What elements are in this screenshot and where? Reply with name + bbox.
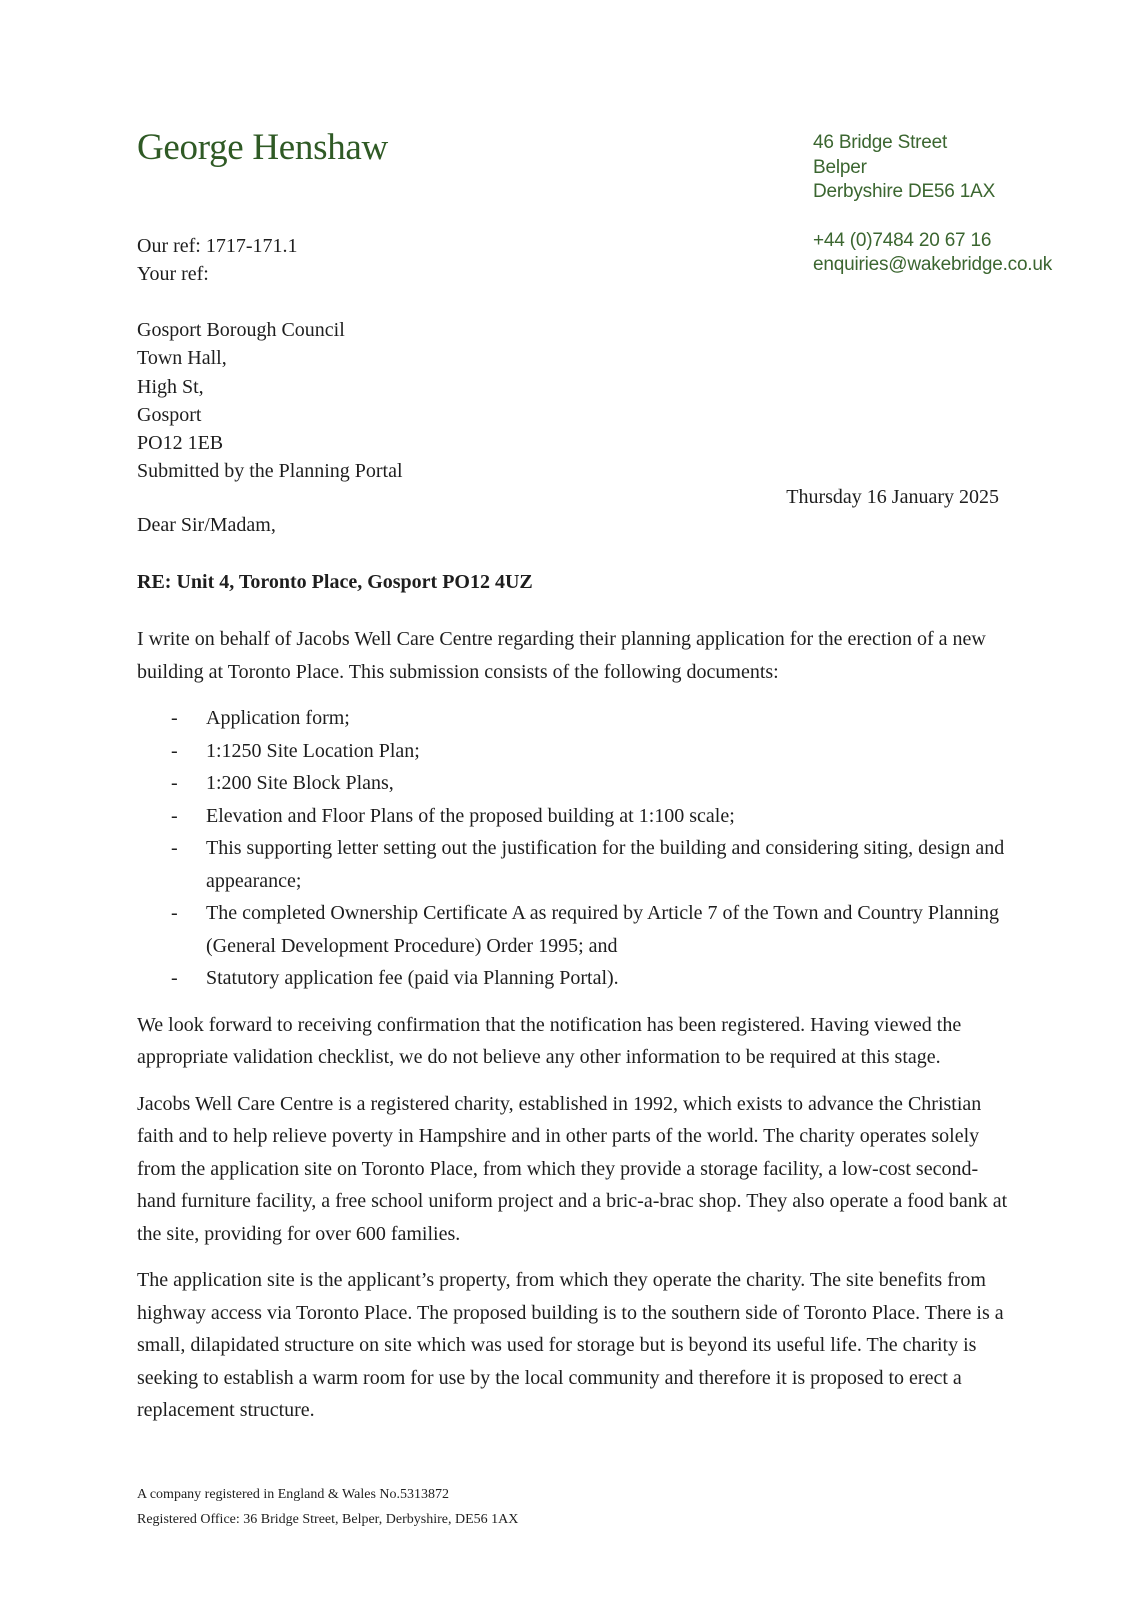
address-county-postcode: Derbyshire DE56 1AX bbox=[813, 181, 996, 202]
recipient-line: Gosport bbox=[137, 403, 202, 426]
footer-office: Registered Office: 36 Bridge Street, Belper, Derbyshire, DE56 1AX bbox=[137, 1512, 519, 1527]
contact-spacer bbox=[813, 205, 1052, 229]
address-street: 46 Bridge Street bbox=[813, 132, 948, 153]
our-ref: Our ref: 1717-171.1 bbox=[137, 235, 298, 257]
subject-line: RE: Unit 4, Toronto Place, Gosport PO12 4UZ bbox=[137, 571, 533, 593]
letter-body bbox=[137, 623, 1009, 1441]
list-item bbox=[137, 962, 1009, 995]
recipient-line: High St, bbox=[137, 375, 204, 398]
footer-company: A company registered in England & Wales No.5313872 bbox=[137, 1487, 449, 1502]
bullet-dash: - bbox=[171, 967, 178, 989]
reference-block bbox=[137, 232, 298, 288]
recipient-line: PO12 1EB bbox=[137, 432, 224, 455]
recipient-line: Submitted by the Planning Portal bbox=[137, 460, 403, 483]
list-item bbox=[137, 832, 1009, 897]
document-list bbox=[137, 702, 1009, 995]
phone-number: +44 (0)7484 20 67 16 bbox=[813, 229, 992, 251]
list-item bbox=[137, 702, 1009, 735]
list-item bbox=[137, 897, 1009, 962]
salutation: Dear Sir/Madam, bbox=[137, 514, 276, 536]
letterhead-contact bbox=[813, 131, 1052, 278]
paragraph-site: The application site is the applicant’s property, from which they operate the charity. The site benefits from highway access via Toronto Place. The proposed building is to the southern side of Toronto Place. There is a small, dilapidated structure on site which was used for storage but is beyond its useful life. The charity is seeking to establish a warm room for use by the local community and therefore it is proposed to erect a replacement structure. bbox=[137, 1269, 1004, 1421]
bullet-dash: - bbox=[171, 837, 178, 859]
list-item bbox=[137, 735, 1009, 768]
bullet-dash: - bbox=[171, 707, 178, 729]
bullet-dash: - bbox=[171, 902, 178, 924]
list-item-text: Elevation and Floor Plans of the proposed building at 1:100 scale; bbox=[206, 804, 735, 827]
your-ref: Your ref: bbox=[137, 263, 209, 285]
recipient-line: Gosport Borough Council bbox=[137, 319, 345, 341]
list-item-text: Application form; bbox=[206, 707, 350, 729]
paragraph-validation: We look forward to receiving confirmation that the notification has been registered. Having viewed the appropriate validation checklist, we do not believe any other information to be required at this stage. bbox=[137, 1013, 962, 1068]
email-address: enquiries@wakebridge.co.uk bbox=[813, 254, 1053, 275]
list-item-text: The completed Ownership Certificate A as required by Article 7 of the Town and Country Planning (General Development Procedure) Order 1995; and bbox=[206, 902, 1000, 957]
address-town: Belper bbox=[813, 156, 867, 178]
list-item-text: 1:1250 Site Location Plan; bbox=[206, 739, 420, 762]
list-item bbox=[137, 800, 1009, 833]
list-item bbox=[137, 767, 1009, 800]
intro-paragraph: I write on behalf of Jacobs Well Care Centre regarding their planning application for the erection of a new building at Toronto Place. This submission consists of the following documents: bbox=[137, 628, 986, 683]
bullet-dash: - bbox=[171, 739, 178, 762]
bullet-dash: - bbox=[171, 772, 178, 794]
list-item-text: Statutory application fee (paid via Planning Portal). bbox=[206, 967, 619, 989]
list-item-text: This supporting letter setting out the justification for the building and considering siting, design and appearance; bbox=[206, 837, 1005, 892]
bullet-dash: - bbox=[171, 804, 178, 827]
letterhead-name: George Henshaw bbox=[137, 127, 388, 168]
list-item-text: 1:200 Site Block Plans, bbox=[206, 772, 394, 794]
recipient-line: Town Hall, bbox=[137, 347, 227, 370]
footer bbox=[137, 1482, 518, 1532]
recipient-address bbox=[137, 316, 403, 486]
paragraph-charity: Jacobs Well Care Centre is a registered charity, established in 1992, which exists to advance the Christian faith and to help relieve poverty in Hampshire and in other parts of the world. The charity operates solely from the application site on Toronto Place, from which they provide a storage facility, a low-cost second-hand furniture facility, a free school uniform project and a bric-a-brac shop. They also operate a food bank at the site, providing for over 600 families. bbox=[137, 1092, 1008, 1245]
letter-date: Thursday 16 January 2025 bbox=[786, 486, 999, 508]
